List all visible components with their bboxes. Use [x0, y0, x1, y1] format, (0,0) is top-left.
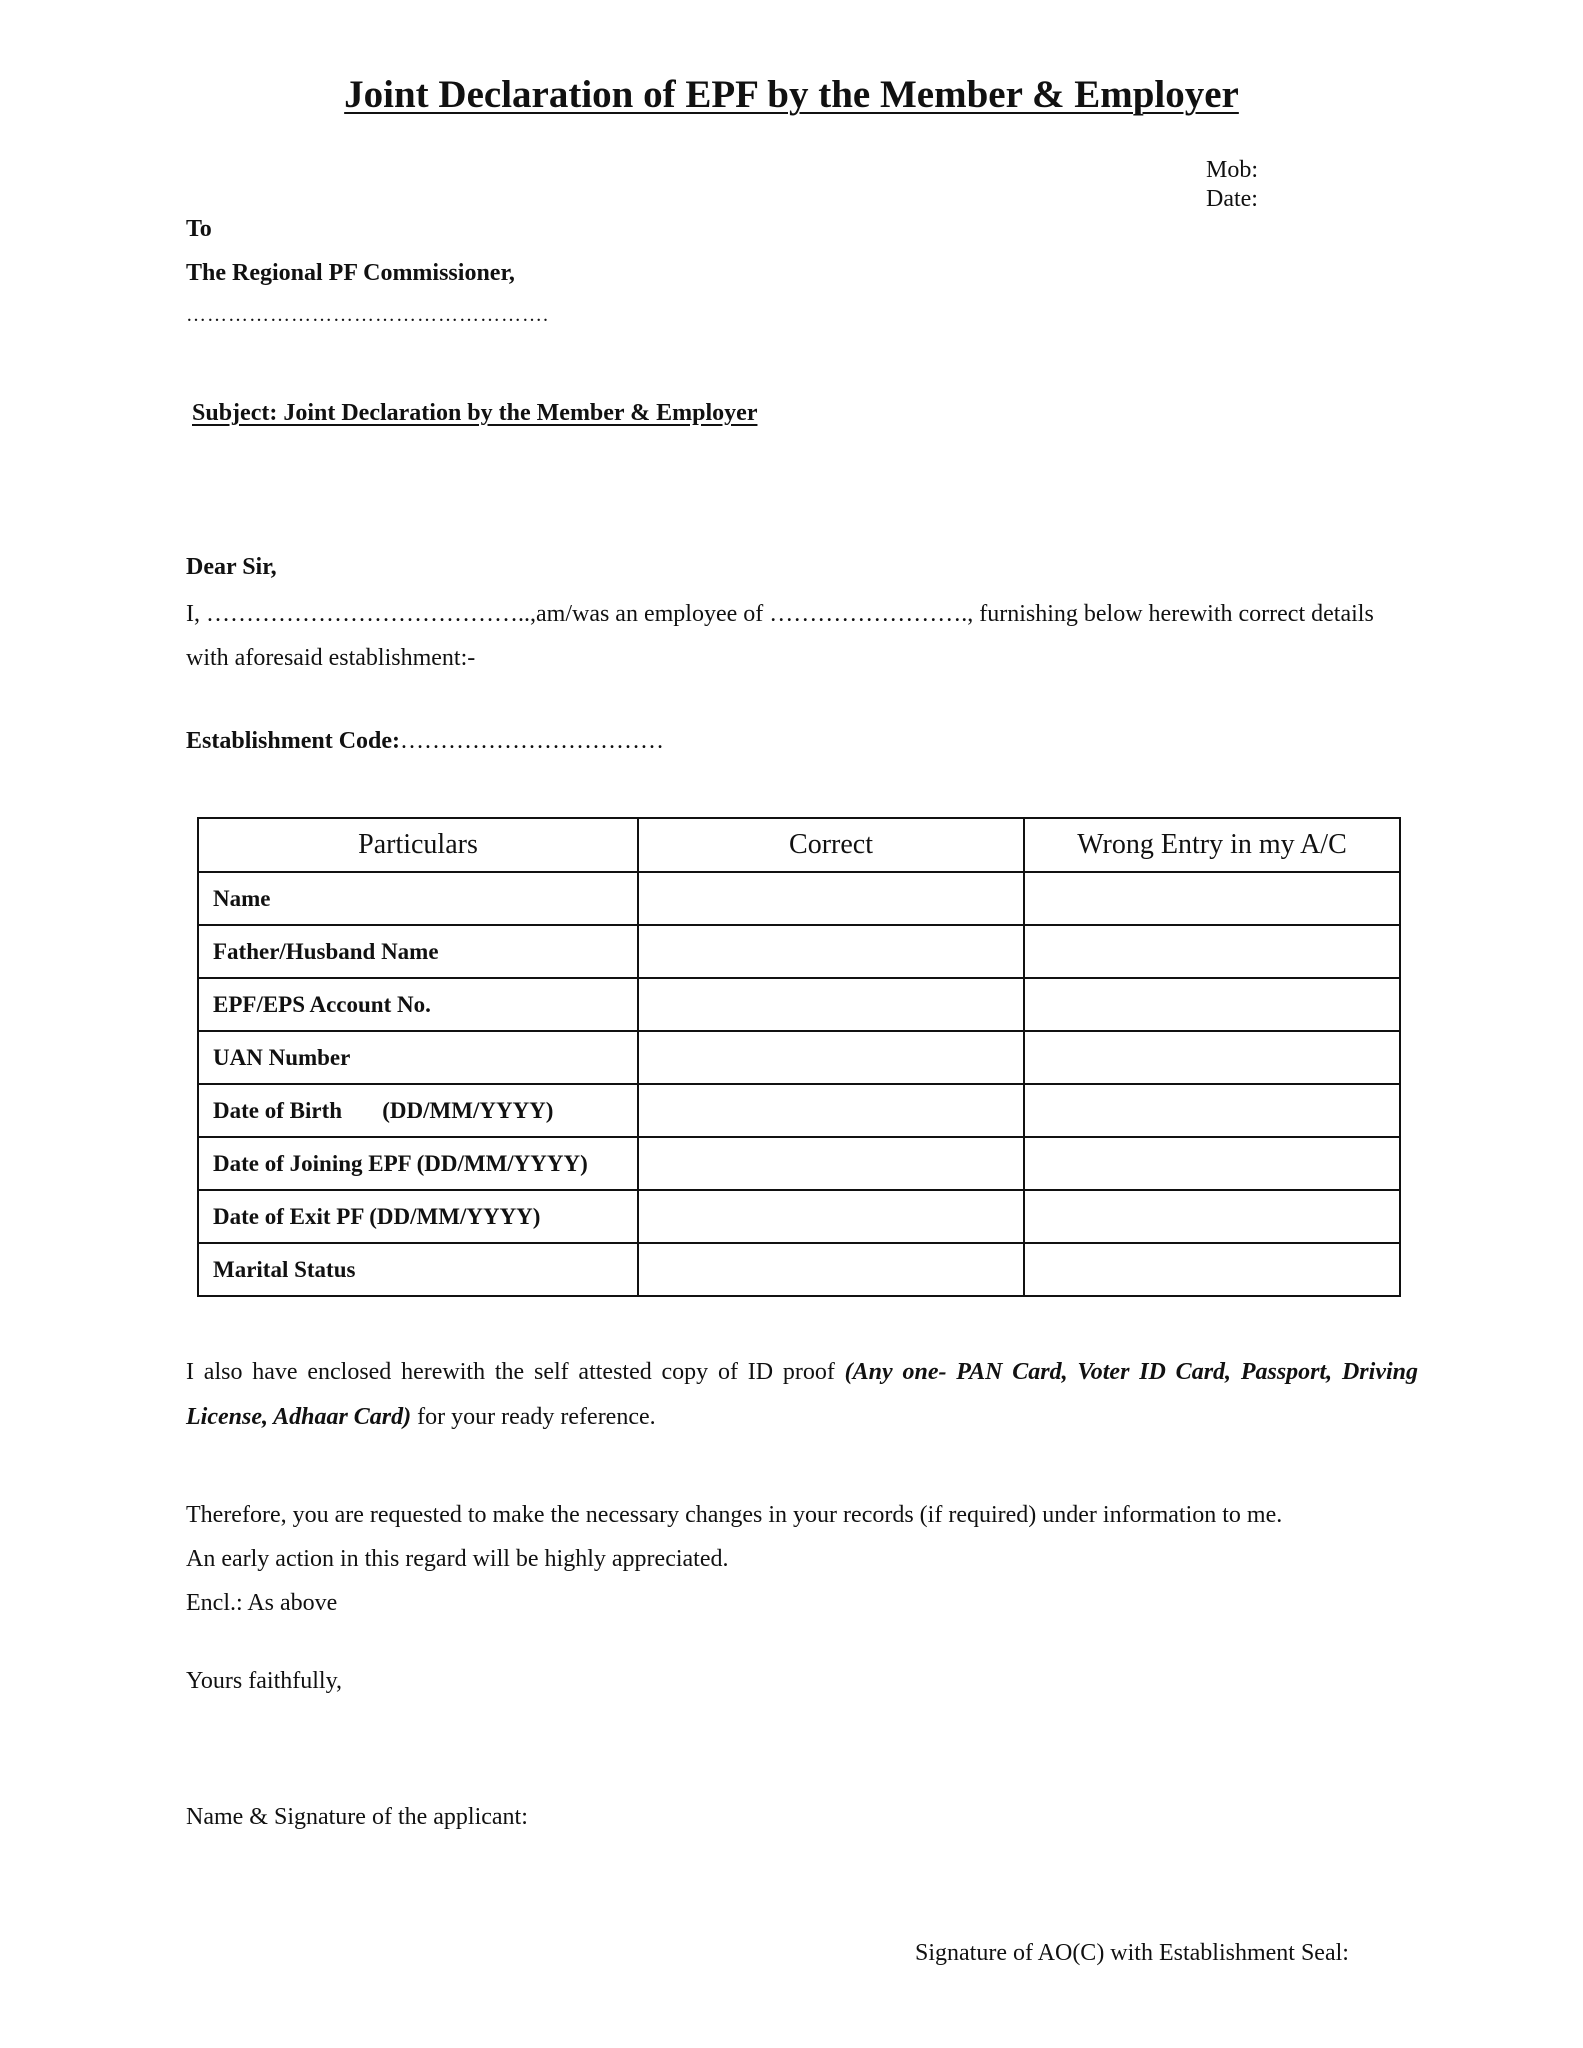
establishment-code-blank[interactable]: ……………………………: [400, 728, 665, 754]
row-label: Father/Husband Name: [198, 925, 638, 978]
correct-cell[interactable]: [638, 872, 1024, 925]
table-row: [198, 1137, 1400, 1190]
row-label: Name: [198, 872, 638, 925]
table-row: [198, 978, 1400, 1031]
intro-paragraph: I, …………………………………..,am/was an employee of ……………………., furnishing below herewith correct details with aforesaid establishment:-: [186, 601, 1374, 671]
request-line-2: An early action in this regard will be highly appreciated.: [186, 1546, 729, 1572]
wrong-entry-cell[interactable]: [1024, 872, 1400, 925]
table-row: [198, 1084, 1400, 1137]
closing: Yours faithfully,: [186, 1668, 343, 1694]
enclosure-line: Encl.: As above: [186, 1590, 338, 1616]
correct-cell[interactable]: [638, 925, 1024, 978]
id-proof-suffix: for your ready reference.: [411, 1404, 656, 1430]
request-paragraph: [186, 1493, 1426, 1625]
correct-cell[interactable]: [638, 1031, 1024, 1084]
particulars-table: [197, 817, 1401, 1297]
request-line-1: Therefore, you are requested to make the necessary changes in your records (if required) under information to me.: [186, 1502, 1283, 1528]
ao-signature-label: Signature of AO(C) with Establishment Seal:: [915, 1940, 1349, 1966]
table-row: [198, 925, 1400, 978]
header-wrong-entry: Wrong Entry in my A/C: [1024, 818, 1400, 872]
correct-cell[interactable]: [638, 1243, 1024, 1296]
wrong-entry-cell[interactable]: [1024, 1137, 1400, 1190]
wrong-entry-cell[interactable]: [1024, 925, 1400, 978]
id-proof-options: (Any one- PAN Card, Voter ID Card, Passport, Driving License, Adhaar Card): [186, 1359, 1418, 1430]
row-label: EPF/EPS Account No.: [198, 978, 638, 1031]
establishment-code-label: Establishment Code:: [186, 728, 401, 754]
correct-cell[interactable]: [638, 1137, 1024, 1190]
wrong-entry-cell[interactable]: [1024, 978, 1400, 1031]
date-label: Date:: [1206, 186, 1258, 212]
table-row: [198, 1190, 1400, 1243]
id-proof-paragraph: [186, 1350, 1418, 1440]
establishment-code: [186, 728, 664, 755]
correct-cell[interactable]: [638, 1084, 1024, 1137]
row-label: Date of Birth (DD/MM/YYYY): [198, 1084, 638, 1137]
recipient: The Regional PF Commissioner,: [186, 260, 515, 286]
header-correct: Correct: [638, 818, 1024, 872]
to-line: To: [186, 216, 212, 242]
header-particulars: Particulars: [198, 818, 638, 872]
table-row: [198, 1243, 1400, 1296]
row-label: Marital Status: [198, 1243, 638, 1296]
table-row: [198, 1031, 1400, 1084]
mob-date-block: [1206, 156, 1258, 214]
id-proof-text: I also have enclosed herewith the self attested copy of ID proof: [186, 1359, 845, 1385]
row-label: UAN Number: [198, 1031, 638, 1084]
correct-cell[interactable]: [638, 978, 1024, 1031]
correct-cell[interactable]: [638, 1190, 1024, 1243]
wrong-entry-cell[interactable]: [1024, 1190, 1400, 1243]
row-label: Date of Exit PF (DD/MM/YYYY): [198, 1190, 638, 1243]
wrong-entry-cell[interactable]: [1024, 1084, 1400, 1137]
subject-line: Subject: Joint Declaration by the Member & Employer: [192, 400, 758, 426]
wrong-entry-cell[interactable]: [1024, 1031, 1400, 1084]
wrong-entry-cell[interactable]: [1024, 1243, 1400, 1296]
salutation: Dear Sir,: [186, 554, 277, 580]
table-row: [198, 872, 1400, 925]
table-header-row: [198, 818, 1400, 872]
applicant-signature-label: Name & Signature of the applicant:: [186, 1804, 528, 1830]
address-blank[interactable]: …………………………………………….: [186, 304, 549, 326]
document-title: Joint Declaration of EPF by the Member & Employer: [344, 73, 1239, 116]
mob-label: Mob:: [1206, 157, 1259, 183]
row-label: Date of Joining EPF (DD/MM/YYYY): [198, 1137, 638, 1190]
